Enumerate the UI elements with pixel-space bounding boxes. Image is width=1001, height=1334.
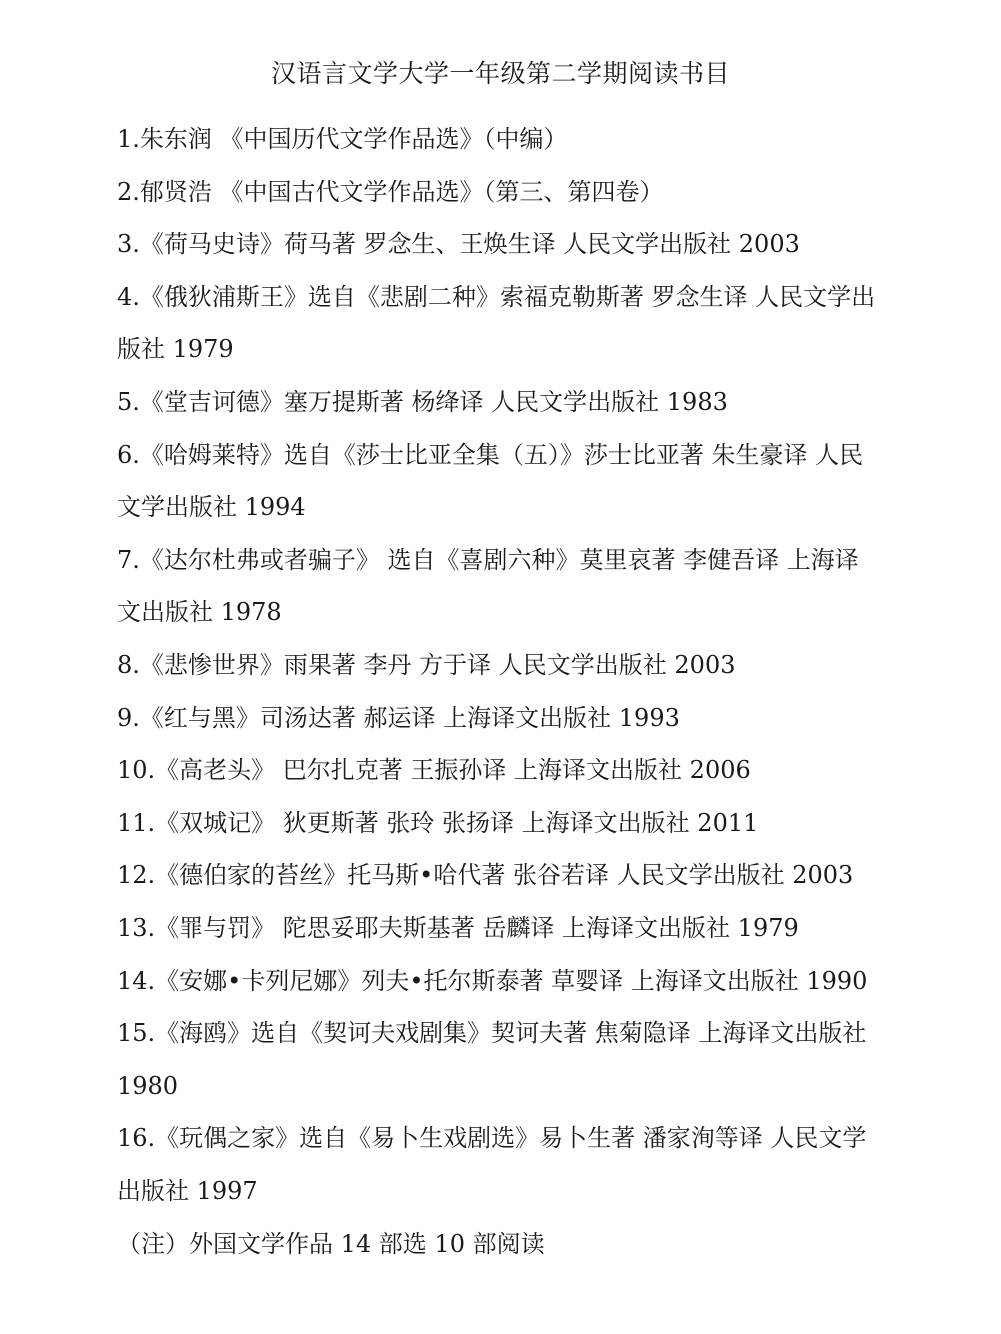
footnote: （注）外国文学作品 14 部选 10 部阅读 (117, 1230, 545, 1258)
list-item: 2.郁贤浩 《中国古代文学作品选》（第三、第四卷） (117, 177, 664, 206)
list-item: 11.《双城记》 狄更斯著 张玲 张扬译 上海译文出版社 2011 (117, 808, 759, 837)
list-item: 8.《悲惨世界》雨果著 李丹 方于译 人民文学出版社 2003 (117, 650, 736, 679)
list-item: 3.《荷马史诗》荷马著 罗念生、王焕生译 人民文学出版社 2003 (117, 230, 800, 259)
document-title: 汉语言文学大学一年级第二学期阅读书目 (270, 59, 730, 88)
list-item: 16.《玩偶之家》选自《易卜生戏剧选》易卜生著 潘家洵等译 人民文学出版社 1997 (117, 1124, 867, 1205)
list-item: 6.《哈姆莱特》选自《莎士比亚全集（五）》莎士比亚著 朱生豪译 人民文学出版社 1994 (117, 440, 864, 522)
list-item: 5.《堂吉诃德》塞万提斯著 杨绛译 人民文学出版社 1983 (117, 387, 728, 416)
list-item: 14.《安娜•卡列尼娜》列夫•托尔斯泰著 草婴译 上海译文出版社 1990 (117, 966, 868, 995)
list-item: 13.《罪与罚》 陀思妥耶夫斯基著 岳麟译 上海译文出版社 1979 (117, 913, 799, 942)
list-item: 15.《海鸥》选自《契诃夫戏剧集》契诃夫著 焦菊隐译 上海译文出版社 1980 (117, 1019, 867, 1100)
list-item: 10.《高老头》 巴尔扎克著 王振孙译 上海译文出版社 2006 (117, 756, 751, 785)
list-item: 1.朱东润 《中国历代文学作品选》（中编） (117, 125, 568, 153)
list-item: 4.《俄狄浦斯王》选自《悲剧二种》索福克勒斯著 罗念生译 人民文学出版社 1979 (117, 282, 876, 364)
list-item: 9.《红与黑》司汤达著 郝运译 上海译文出版社 1993 (117, 703, 680, 732)
reading-list (117, 113, 877, 1217)
list-item: 12.《德伯家的苔丝》托马斯•哈代著 张谷若译 人民文学出版社 2003 (117, 861, 854, 890)
list-item: 7.《达尔杜弗或者骗子》 选自《喜剧六种》莫里哀著 李健吾译 上海译文出版社 1978 (117, 545, 859, 627)
